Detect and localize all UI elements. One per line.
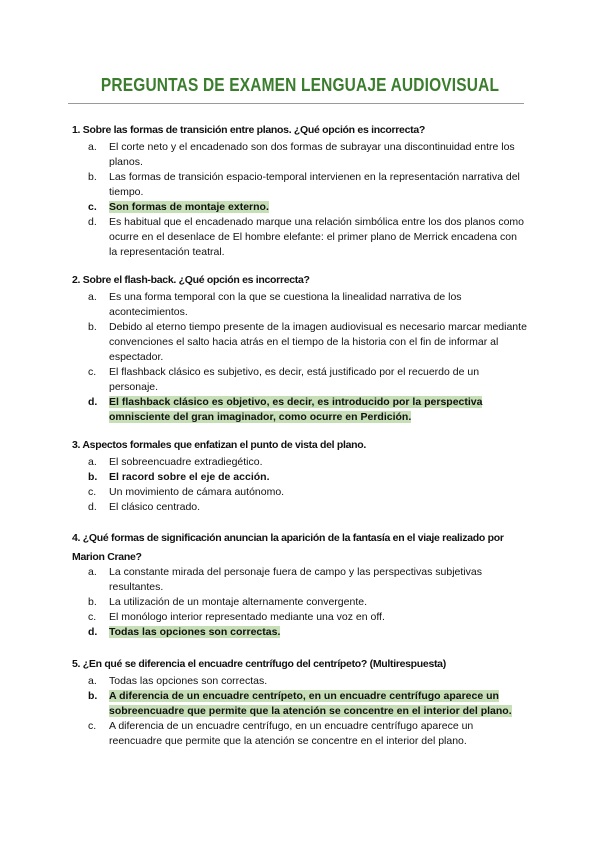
- option-letter: d.: [88, 626, 98, 638]
- option-3d: [88, 500, 528, 515]
- option-letter: a.: [88, 675, 97, 687]
- option-2d-correct: [88, 395, 528, 425]
- title-divider: [68, 103, 524, 104]
- option-letter: b.: [88, 690, 98, 702]
- option-letter: c.: [88, 486, 97, 498]
- option-text: El flashback clásico es objetivo, es decir, es introducido por la perspectiva omnisciente del gran imaginador, como ocurre en Perdición.: [109, 396, 483, 423]
- option-letter: a.: [88, 141, 97, 153]
- option-letter: c.: [88, 611, 97, 623]
- option-text: Todas las opciones son correctas.: [109, 675, 268, 687]
- option-text: La utilización de un montaje alternamente convergente.: [109, 596, 367, 608]
- option-3c: [88, 485, 528, 500]
- option-letter: d.: [88, 501, 97, 513]
- option-text: El monólogo interior representado mediante una voz en off.: [109, 611, 385, 623]
- option-text: El clásico centrado.: [109, 501, 201, 513]
- question-4: 4. ¿Qué formas de significación anuncian la aparición de la fantasía en el viaje realizado por Marion Crane?: [72, 532, 504, 563]
- option-text: Son formas de montaje externo.: [109, 201, 269, 213]
- option-letter: c.: [88, 201, 97, 213]
- option-letter: a.: [88, 456, 97, 468]
- option-5a: [88, 674, 528, 689]
- option-3b-correct: [88, 470, 528, 485]
- option-4d-correct: [88, 625, 528, 640]
- question-3-options: [88, 455, 528, 515]
- option-text: Debido al eterno tiempo presente de la imagen audiovisual es necesario marcar mediante convenciones el salto hacia atrás en el tiempo de la historia con el fin de informar al espectador.: [109, 321, 527, 363]
- option-1c-correct: [88, 200, 528, 215]
- question-2-options: [88, 290, 528, 425]
- question-1: 1. Sobre las formas de transición entre planos. ¿Qué opción es incorrecta?: [72, 124, 425, 136]
- option-text: El racord sobre el eje de acción.: [109, 471, 270, 483]
- option-letter: b.: [88, 171, 97, 183]
- option-2b: [88, 320, 528, 365]
- option-letter: c.: [88, 366, 97, 378]
- option-text: Es una forma temporal con la que se cuestiona la linealidad narrativa de los acontecimientos.: [109, 291, 462, 318]
- option-text: Todas las opciones son correctas.: [109, 626, 281, 638]
- option-text: La constante mirada del personaje fuera de campo y las perspectivas subjetivas resultantes.: [109, 566, 482, 593]
- option-5b-correct: [88, 689, 528, 719]
- option-letter: b.: [88, 321, 97, 333]
- question-4-options: [88, 565, 528, 640]
- option-1b: [88, 170, 528, 200]
- option-text: Es habitual que el encadenado marque una relación simbólica entre los dos planos como ocurre en el desenlace de El hombre elefante: el primer plano de Merrick encadena con la representación teatral.: [109, 216, 525, 258]
- option-4a: [88, 565, 528, 595]
- option-3a: [88, 455, 528, 470]
- option-letter: d.: [88, 396, 98, 408]
- question-2: 2. Sobre el flash-back. ¿Qué opción es incorrecta?: [72, 274, 310, 286]
- question-5-options: [88, 674, 528, 749]
- option-letter: d.: [88, 216, 97, 228]
- option-text: El flashback clásico es subjetivo, es decir, está justificado por el recuerdo de un personaje.: [109, 366, 480, 393]
- option-letter: a.: [88, 566, 97, 578]
- option-4c: [88, 610, 528, 625]
- option-4b: [88, 595, 528, 610]
- option-text: Las formas de transición espacio-temporal intervienen en la representación narrativa del tiempo.: [109, 171, 520, 198]
- option-text: A diferencia de un encuadre centrífugo, en un encuadre centrífugo aparece un reencuadre que permite que la atención se concentre en el interior del plano.: [109, 720, 474, 747]
- option-letter: b.: [88, 471, 98, 483]
- option-1a: [88, 140, 528, 170]
- option-letter: c.: [88, 720, 97, 732]
- option-text: El corte neto y el encadenado son dos formas de subrayar una discontinuidad entre los planos.: [109, 141, 515, 168]
- option-text: A diferencia de un encuadre centrípeto, en un encuadre centrífugo aparece un sobreencuadre que permite que la atención se concentre en el interior del plano.: [109, 690, 512, 717]
- question-5: 5. ¿En qué se diferencia el encuadre centrífugo del centrípeto? (Multirespuesta): [72, 658, 446, 670]
- option-2a: [88, 290, 528, 320]
- option-5c: [88, 719, 528, 749]
- option-2c: [88, 365, 528, 395]
- question-3: 3. Aspectos formales que enfatizan el punto de vista del plano.: [72, 439, 367, 451]
- option-letter: b.: [88, 596, 97, 608]
- option-text: El sobreencuadre extradiegético.: [109, 456, 263, 468]
- option-letter: a.: [88, 291, 97, 303]
- document-title: PREGUNTAS DE EXAMEN LENGUAJE AUDIOVISUAL: [100, 75, 500, 95]
- option-text: Un movimiento de cámara autónomo.: [109, 486, 285, 498]
- option-1d: [88, 215, 528, 260]
- question-1-options: [88, 140, 528, 260]
